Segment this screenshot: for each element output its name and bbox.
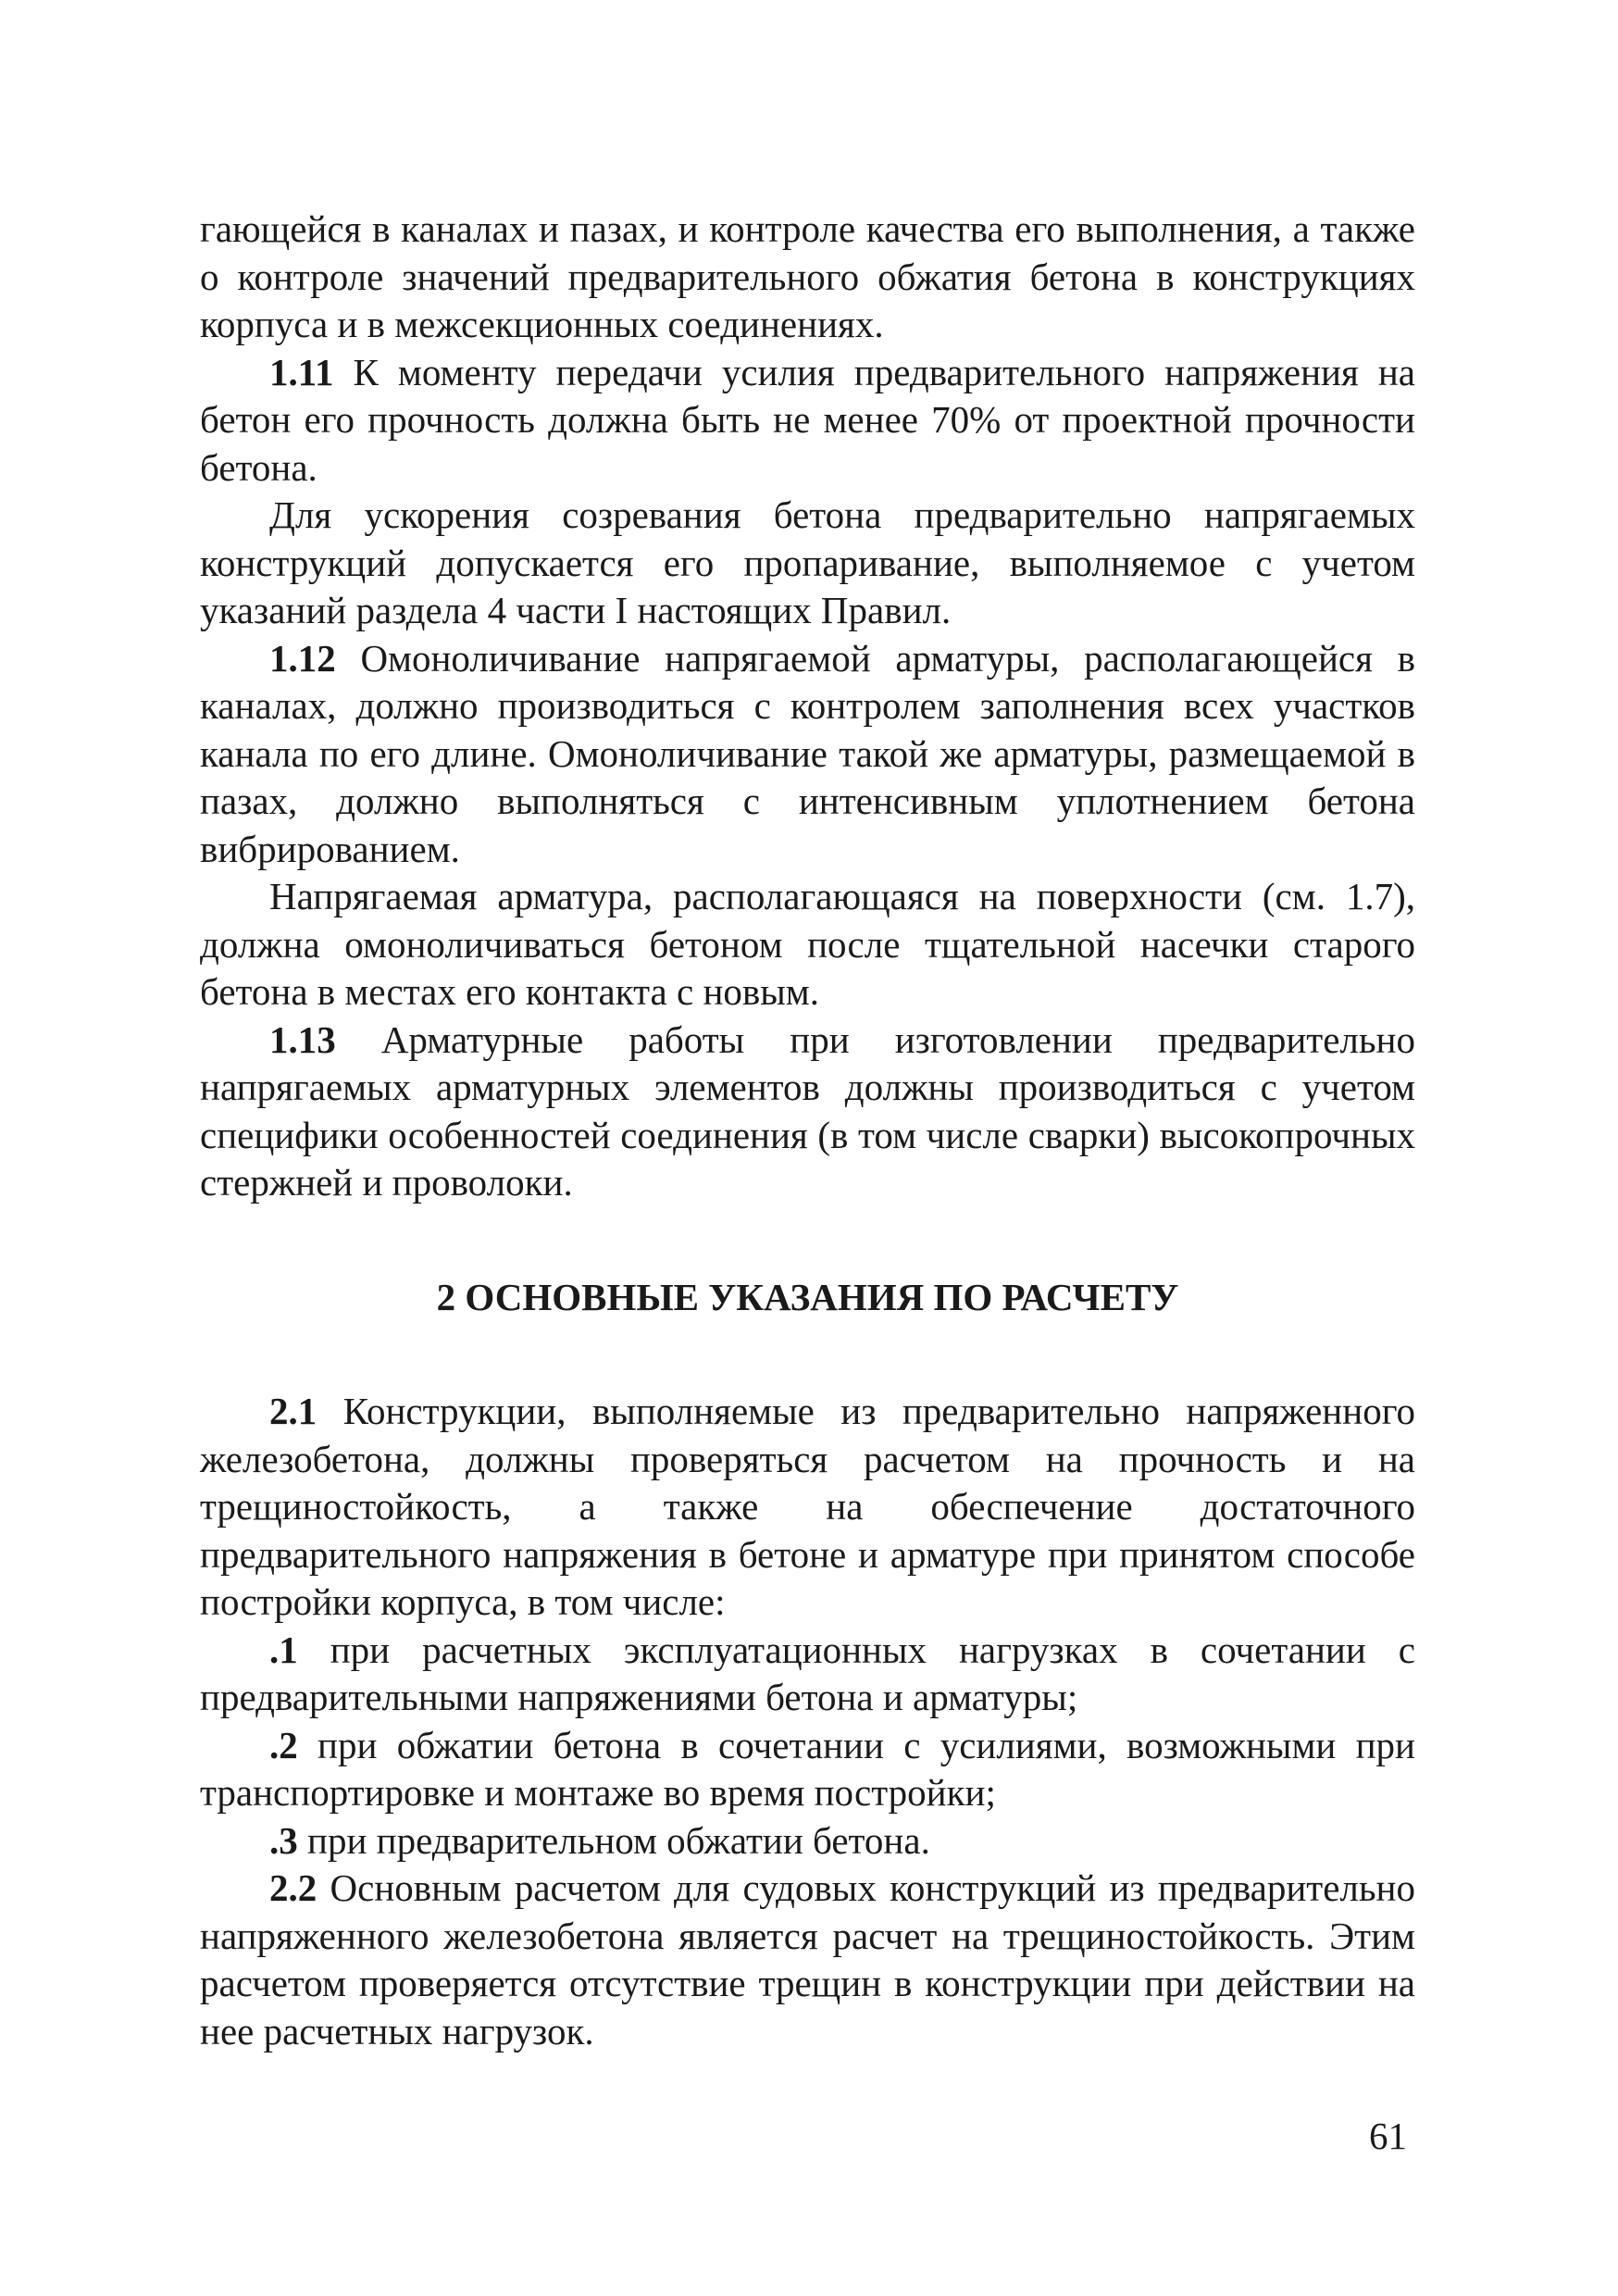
list-item-2 — [200, 1722, 1415, 1817]
clause-number: 2.2 — [269, 1866, 317, 1909]
list-item-text: при расчетных эксплуатационных нагрузках в сочетании с предварительными напряжениями бетона и арматуры; — [200, 1628, 1415, 1718]
paragraph-text: гающейся в каналах и пазах, и контроле качества его выполнения, а также о контроле значений предварительного обжатия бетона в конструкциях корпуса и в межсекционных соединениях. — [200, 207, 1415, 345]
section-heading: 2 ОСНОВНЫЕ УКАЗАНИЯ ПО РАСЧЕТУ — [436, 1275, 1179, 1318]
paragraph-text: Арматурные работы при изготовлении предварительно напрягаемых арматурных элементов должны производиться с учетом специфики особенностей соединения (в том числе сварки) высокопрочных стержней и проволоки. — [200, 1017, 1415, 1204]
clause-number: 1.11 — [269, 350, 334, 393]
clause-number: 1.12 — [269, 636, 336, 680]
paragraph-clause-1-11 — [200, 349, 1415, 493]
list-item-number: .2 — [269, 1723, 298, 1766]
paragraph-clause-1-13 — [200, 1017, 1415, 1207]
paragraph-text: Основным расчетом для судовых конструкций из предварительно напряженного железобетона является расчет на трещиностойкость. Этим расчетом проверяется отсутствие трещин в конструкции при действии на нее расчетных нагрузок. — [200, 1866, 1415, 2053]
list-item-text: при обжатии бетона в сочетании с усилиями, возможными при транспортировке и монтаже во время постройки; — [200, 1723, 1415, 1814]
paragraph-steaming — [200, 492, 1415, 635]
paragraph-text: Конструкции, выполняемые из предварительно напряженного железобетона, должны проверяться расчетом на прочность и на трещиностойкость, а также на обеспечение достаточного предварительного напряжения в бетоне и арматуре при принятом способе постройки корпуса, в том числе: — [200, 1390, 1415, 1623]
paragraph-text: Напрягаемая арматура, располагающаяся на поверхности (см. 1.7), должна омоноличиваться бетоном после тщательной насечки старого бетона в местах его контакта с новым. — [200, 875, 1415, 1013]
clause-number: 1.13 — [269, 1017, 336, 1061]
list-item-3 — [200, 1817, 1415, 1866]
list-item-number: .3 — [269, 1818, 298, 1862]
clause-number: 2.1 — [269, 1390, 317, 1432]
page-body — [200, 206, 1415, 2055]
paragraph-clause-2-2 — [200, 1865, 1415, 2055]
paragraph-text: Для ускорения созревания бетона предварительно напрягаемых конструкций допускается его пропаривание, выполняемое с учетом указаний раздела 4 части I настоящих Правил. — [200, 493, 1415, 631]
paragraph-text: К моменту передачи усилия предварительного напряжения на бетон его прочность должна быть не менее 70% от проектной прочности бетона. — [200, 350, 1415, 489]
paragraph-clause-1-12 — [200, 635, 1415, 874]
paragraph-clause-2-1 — [200, 1388, 1415, 1627]
paragraph-continuation — [200, 206, 1415, 349]
list-item-number: .1 — [269, 1628, 298, 1671]
list-item-1 — [200, 1627, 1415, 1722]
paragraph-surface-reinforcement — [200, 873, 1415, 1017]
list-item-text: при предварительном обжатии бетона. — [297, 1818, 930, 1862]
paragraph-text: Омоноличивание напрягаемой арматуры, располагающейся в каналах, должно производиться с контролем заполнения всех участков канала по его длине. Омоноличивание такой же арматуры, размещаемой в пазах, должно выполняться с интенсивным уплотнением бетона вибрированием. — [200, 636, 1415, 870]
section-heading-block — [200, 1274, 1415, 1322]
page-number: 61 — [1369, 2115, 1407, 2157]
